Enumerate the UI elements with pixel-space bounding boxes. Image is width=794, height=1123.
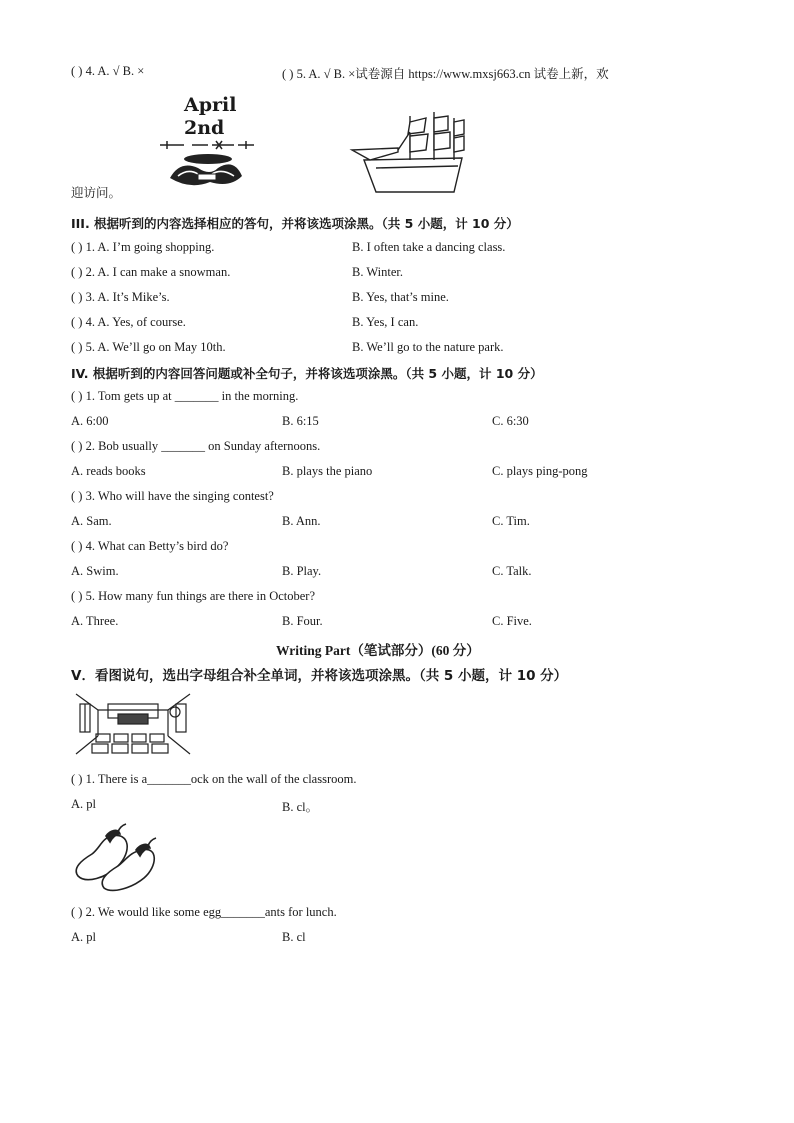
option-a: A. pl: [71, 930, 96, 944]
question: ( ) 1. There is a_______ock on the wall of the classroom.: [71, 772, 357, 786]
top-q5-with-source: ( ) 5. A. √ B. ×试卷源自 https://www.mxsj663.cn 试卷上新，欢: [282, 67, 609, 81]
option-a: A. 6:00: [71, 414, 109, 428]
calendar-day: 2nd: [184, 117, 225, 139]
option-b: B. Play.: [282, 564, 322, 578]
question: ( ) 2. Bob usually _______ on Sunday afternoons.: [71, 439, 321, 453]
option-c: C. Tim.: [492, 514, 530, 528]
option-a: A. reads books: [71, 464, 146, 478]
list-item: ( ) 2. A. I can make a snowman.: [71, 265, 231, 279]
question: ( ) 5. How many fun things are there in October?: [71, 589, 316, 603]
option-a: A. Swim.: [71, 564, 119, 578]
list-item: ( ) 4. A. Yes, of course.: [71, 315, 186, 329]
question: ( ) 1. Tom gets up at _______ in the morning.: [71, 389, 299, 403]
top-q4: ( ) 4. A. √ B. ×: [71, 64, 145, 78]
source-wrap-text: 迎访问。: [71, 186, 122, 200]
option-a: A. pl: [71, 797, 96, 811]
option-a: A. Sam.: [71, 514, 112, 528]
question: ( ) 3. Who will have the singing contest?: [71, 489, 274, 503]
list-item: ( ) 3. A. It’s Mike’s.: [71, 290, 170, 304]
option-b: B. Ann.: [282, 514, 321, 528]
option-b: B. I often take a dancing class.: [352, 240, 506, 254]
section5-header: V．看图说句，选出字母组合补全单词，并将该选项涂黑。（共 5 小题，计 10 分）: [71, 668, 568, 684]
option-c: C. Five.: [492, 614, 532, 628]
question: ( ) 4. What can Betty’s bird do?: [71, 539, 229, 553]
option-b: B. Four.: [282, 614, 323, 628]
option-c: C. 6:30: [492, 414, 529, 428]
option-b: B. Yes, that’s mine.: [352, 290, 449, 304]
classroom-icon: [74, 692, 192, 756]
sailing-ship-icon: [350, 108, 470, 194]
section3-header: III. 根据听到的内容选择相应的答句，并将该选项涂黑。（共 5 小题，计 10 分）: [71, 216, 519, 231]
festival-decoration-icon: [150, 138, 260, 193]
list-item: ( ) 5. A. We’ll go on May 10th.: [71, 340, 226, 354]
question: ( ) 2. We would like some egg_______ants for lunch.: [71, 905, 337, 919]
option-b: B. cl。: [282, 800, 319, 814]
writing-part-title: Writing Part（笔试部分）(60 分）: [276, 643, 480, 658]
option-b: B. cl: [282, 930, 306, 944]
option-b: B. plays the piano: [282, 464, 373, 478]
option-b: B. 6:15: [282, 414, 319, 428]
eggplant-icon: [72, 822, 158, 894]
list-item: ( ) 1. A. I’m going shopping.: [71, 240, 215, 254]
option-a: A. Three.: [71, 614, 119, 628]
option-b: B. We’ll go to the nature park.: [352, 340, 504, 354]
option-c: C. plays ping-pong: [492, 464, 588, 478]
option-c: C. Talk.: [492, 564, 532, 578]
calendar-month: April: [184, 94, 237, 116]
option-b: B. Yes, I can.: [352, 315, 419, 329]
option-b: B. Winter.: [352, 265, 404, 279]
section4-header: IV. 根据听到的内容回答问题或补全句子，并将该选项涂黑。（共 5 小题，计 10 分）: [71, 366, 543, 381]
